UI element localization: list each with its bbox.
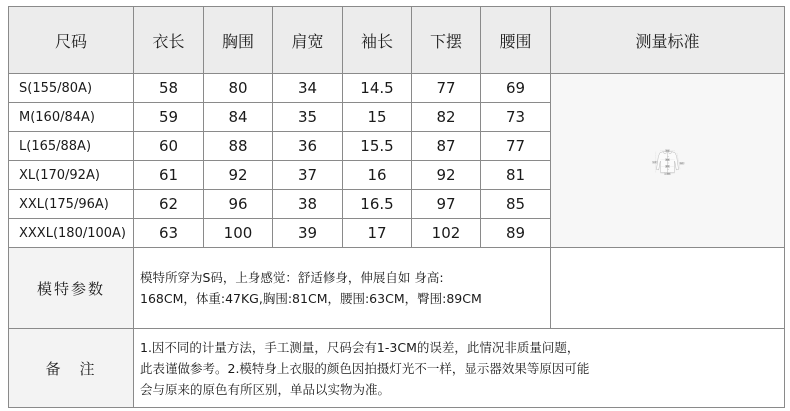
size-chart-sheet — [8, 6, 784, 402]
value-cell: 35 — [273, 103, 343, 132]
value-cell: 92 — [412, 161, 481, 190]
size-cell: XL(170/92A) — [9, 161, 134, 190]
value-cell: 16 — [343, 161, 412, 190]
size-cell: L(165/88A) — [9, 132, 134, 161]
value-cell: 38 — [273, 190, 343, 219]
value-cell: 97 — [412, 190, 481, 219]
value-cell: 15.5 — [343, 132, 412, 161]
note-row — [9, 329, 785, 408]
header-hem: 下摆 — [412, 7, 481, 74]
value-cell: 77 — [481, 132, 551, 161]
value-cell: 102 — [412, 219, 481, 248]
measurement-diagram-cell — [551, 74, 785, 248]
value-cell: 34 — [273, 74, 343, 103]
model-line: 模特所穿为S码，上身感觉：舒适修身，伸展自如 身高: — [140, 270, 444, 285]
value-cell: 88 — [204, 132, 273, 161]
value-cell: 89 — [481, 219, 551, 248]
label-waist: 腰围 — [665, 166, 670, 168]
value-cell: 59 — [134, 103, 204, 132]
value-cell: 61 — [134, 161, 204, 190]
value-cell: 85 — [481, 190, 551, 219]
value-cell: 63 — [134, 219, 204, 248]
header-length: 衣长 — [134, 7, 204, 74]
note-line: 1.因不同的计量方法，手工测量，尺码会有1-3CM的误差，此情况非质量问题， — [140, 339, 580, 355]
value-cell: 96 — [204, 190, 273, 219]
header-size: 尺码 — [9, 7, 134, 74]
value-cell: 14.5 — [343, 74, 412, 103]
model-line: 168CM，体重:47KG,胸围:81CM，腰围:63CM，臀围:89CM — [140, 291, 482, 306]
header-shoulder: 肩宽 — [273, 7, 343, 74]
table-row — [9, 74, 785, 103]
model-row — [9, 248, 785, 329]
value-cell: 62 — [134, 190, 204, 219]
label-length: 衣长 — [653, 162, 657, 164]
value-cell: 69 — [481, 74, 551, 103]
size-cell: M(160/84A) — [9, 103, 134, 132]
value-cell: 60 — [134, 132, 204, 161]
value-cell: 15 — [343, 103, 412, 132]
value-cell: 80 — [204, 74, 273, 103]
label-shoulder: 肩宽 — [665, 150, 670, 152]
value-cell: 84 — [204, 103, 273, 132]
size-chart-table — [8, 6, 785, 408]
value-cell: 81 — [481, 161, 551, 190]
note-line: 此表谨做参考。2.模特身上衣服的颜色因拍摄灯光不一样，显示器效果等原因可能 — [140, 360, 590, 376]
value-cell: 16.5 — [343, 190, 412, 219]
header-row — [9, 7, 785, 74]
value-cell: 77 — [412, 74, 481, 103]
value-cell: 87 — [412, 132, 481, 161]
size-cell: XXXL(180/100A) — [9, 219, 134, 248]
value-cell: 17 — [343, 219, 412, 248]
label-sleeve: 袖长 — [680, 163, 684, 165]
header-waist: 腰围 — [481, 7, 551, 74]
value-cell: 37 — [273, 161, 343, 190]
empty-cell — [551, 248, 785, 329]
header-sleeve: 袖长 — [343, 7, 412, 74]
model-description — [134, 248, 551, 329]
value-cell: 82 — [412, 103, 481, 132]
shirt-measurement-diagram — [551, 147, 784, 175]
note-line: 会与原来的原色有所区别，单品以实物为准。 — [140, 381, 391, 397]
value-cell: 92 — [204, 161, 273, 190]
value-cell: 39 — [273, 219, 343, 248]
header-measure-standard: 测量标准 — [551, 7, 785, 74]
header-chest: 胸围 — [204, 7, 273, 74]
size-cell: S(155/80A) — [9, 74, 134, 103]
size-cell: XXL(175/96A) — [9, 190, 134, 219]
value-cell: 73 — [481, 103, 551, 132]
label-hem: 下摆围 — [665, 173, 670, 175]
value-cell: 100 — [204, 219, 273, 248]
model-label: 模特参数 — [9, 248, 134, 329]
value-cell: 36 — [273, 132, 343, 161]
note-description — [134, 329, 785, 408]
label-chest: 胸围 — [665, 159, 670, 161]
note-label: 备 注 — [9, 329, 134, 408]
value-cell: 58 — [134, 74, 204, 103]
